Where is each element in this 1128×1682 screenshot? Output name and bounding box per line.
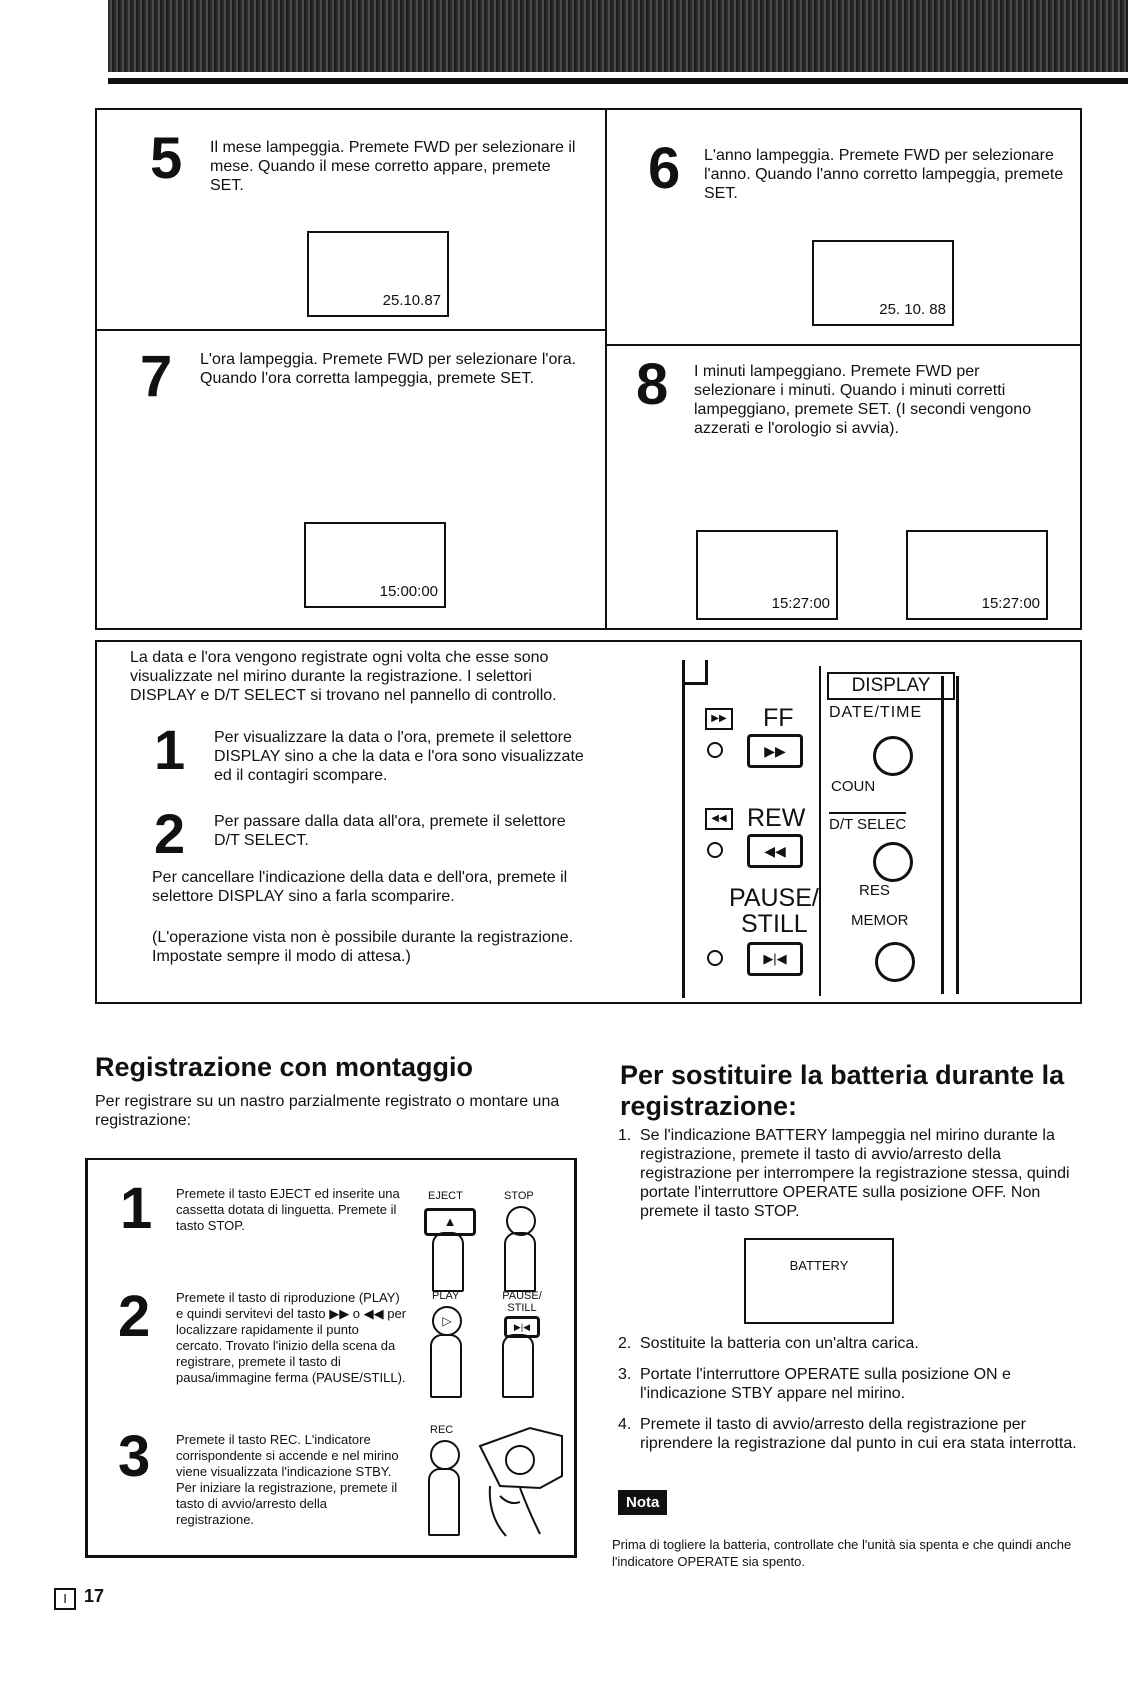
step-6-number: 6 (648, 136, 681, 201)
step-7-text: L'ora lampeggia. Premete FWD per selezionare l'ora. Quando l'ora corretta lampeggia, premete SET. (200, 351, 577, 387)
panel-notch (685, 660, 708, 685)
battery-steps (618, 1126, 1078, 1233)
step-5-text: Il mese lampeggia. Premete FWD per selezionare il mese. Quando il mese corretto appare, premete SET. (210, 139, 576, 194)
steps-divider-v (605, 108, 607, 630)
dtselect-label: D/T SELEC (829, 812, 906, 833)
display-intro: La data e l'ora vengono registrate ogni volta che esse sono visualizzate nel mirino durante la registrazione. I selettori DISPLAY e D/T SELECT si trovano nel pannello di controllo. (130, 649, 557, 704)
display-step-2-text: Per passare dalla data all'ora, premete il selettore D/T SELECT. (214, 813, 566, 849)
edit-step-2-text: Premete il tasto di riproduzione (PLAY) e quindi servitevi del tasto ▶▶ o ◀◀ per localizzare rapidamente il punto cercato. Trovato l'inizio della scena da registrare, premete il tasto di pausa/immagine ferma (PAUSE/STILL). (176, 1290, 407, 1385)
play-label: PLAY (432, 1290, 460, 1302)
nota-badge: Nota (618, 1490, 667, 1515)
step-8-display-final: 15:27:00 (906, 530, 1048, 620)
display-cancel-text: Per cancellare l'indicazione della data e dell'ora, premete il selettore DISPLAY sino a farla scomparire. (152, 869, 568, 905)
battery-display: BATTERY (744, 1238, 894, 1324)
rew-icon: ◀◀ (705, 808, 733, 830)
step-6-display: 25. 10. 88 (812, 240, 954, 326)
edit-step-1-text: Premete il tasto EJECT ed inserite una cassetta dotata di linguetta. Premete il tasto STOP. (176, 1186, 400, 1233)
rec-finger-icon (428, 1468, 460, 1536)
step-5-display: 25.10.87 (307, 231, 449, 317)
language-badge: I (54, 1588, 76, 1610)
header-band (108, 0, 1128, 72)
header-rule (108, 78, 1128, 84)
battery-step-2: 2. Sostituite la batteria con un'altra carica. (618, 1335, 919, 1352)
memory-button[interactable] (875, 942, 915, 982)
rec-label: REC (430, 1424, 454, 1436)
edit-step-3-number: 3 (118, 1424, 151, 1489)
camcorder-hand-icon (470, 1416, 570, 1542)
datetime-label: DATE/TIME (829, 704, 923, 721)
control-panel (682, 660, 975, 998)
page-number: 17 (84, 1586, 105, 1606)
rew-led (707, 842, 723, 858)
dtselect-button[interactable] (873, 842, 913, 882)
eject-finger-icon (432, 1232, 464, 1292)
rew-button[interactable]: ◀◀ (747, 834, 803, 868)
step-8-text: I minuti lampeggiano. Premete FWD per selezionare i minuti. Quando i minuti corretti lampeggiano, premete SET. (I secondi vengono azzerati e l'orologio si avvia). (694, 363, 1032, 437)
still-label: STILL (741, 910, 808, 938)
edit-step-3-text: Premete il tasto REC. L'indicatore corrispondente si accende e nel mirino viene visualizzata l'indicazione STBY. Per iniziare la registrazione, premete il tasto di avvio/arresto della registrazione. (176, 1432, 399, 1527)
display-selector-button[interactable] (873, 736, 913, 776)
pause-label: PAUSE/ (729, 884, 819, 912)
rec-button[interactable] (430, 1440, 460, 1470)
edit-pause-button[interactable]: ▶|◀ (504, 1316, 540, 1338)
step-5-number: 5 (150, 126, 183, 191)
pause-led (707, 950, 723, 966)
steps-divider-h-right (605, 344, 1082, 346)
editing-intro: Per registrare su un nastro parzialmente registrato o montare una registrazione: (95, 1093, 560, 1129)
display-step-1-number: 1 (154, 718, 186, 781)
display-step-2-number: 2 (154, 802, 186, 865)
step-6-text: L'anno lampeggia. Premete FWD per selezionare l'anno. Quando l'anno corretto lampeggia, premete SET. (704, 147, 1064, 202)
pause-still-button[interactable]: ▶|◀ (747, 942, 803, 976)
eject-label: EJECT (428, 1190, 463, 1202)
battery-title: Per sostituire la batteria durante la registrazione: (620, 1060, 1065, 1121)
ff-label: FF (763, 704, 794, 732)
pause-finger-icon (502, 1334, 534, 1398)
stop-finger-icon (504, 1232, 536, 1292)
edit-step-1-number: 1 (120, 1176, 153, 1241)
battery-step-3: 3. Portate l'interruttore OPERATE sulla posizione ON e l'indicazione STBY appare nel mirino. (618, 1366, 1011, 1402)
battery-step-1: 1. Se l'indicazione BATTERY lampeggia nel mirino durante la registrazione, premete il tasto di avvio/arresto della registrazione per interrompere la registrazione stessa, quindi portate l'interruttore OPERATE sulla posizione OFF. Non premete il tasto STOP. (618, 1127, 1070, 1220)
ff-led (707, 742, 723, 758)
battery-step-4: 4. Premete il tasto di avvio/arresto della registrazione per riprendere la registrazione dal punto in cui era stata interrotta. (618, 1416, 1077, 1452)
step-7-number: 7 (140, 344, 173, 409)
stop-label: STOP (504, 1190, 534, 1202)
edit-step-2-number: 2 (118, 1284, 151, 1349)
display-step-1-text: Per visualizzare la data o l'ora, premete il selettore DISPLAY sino a che la data e l'ora sono visualizzate ed il contagiri scompare. (214, 729, 584, 784)
battery-steps-rest (618, 1334, 1078, 1465)
display-selector-label: DISPLAY (827, 672, 955, 700)
play-finger-icon (430, 1334, 462, 1398)
ff-icon: ▶▶ (705, 708, 733, 730)
step-7-display: 15:00:00 (304, 522, 446, 608)
steps-divider-h-left (95, 329, 605, 331)
count-label: COUN (831, 778, 876, 795)
step-8-display: 15:27:00 (696, 530, 838, 620)
display-note-text: (L'operazione vista non è possibile durante la registrazione. Impostate sempre il modo di attesa.) (152, 929, 574, 965)
rew-label: REW (747, 804, 806, 832)
reset-label: RES (859, 882, 890, 899)
eject-button[interactable]: ▲ (424, 1208, 476, 1236)
play-button[interactable]: ▷ (432, 1306, 462, 1336)
nota-text: Prima di togliere la batteria, controllate che l'unità sia spenta e che quindi anche l'indicatore OPERATE sia spento. (612, 1537, 1072, 1569)
pause-still-label: PAUSE/ STILL (502, 1290, 542, 1314)
memory-label: MEMOR (851, 912, 909, 929)
step-8-number: 8 (636, 352, 669, 417)
selector-column (819, 666, 967, 996)
editing-title: Registrazione con montaggio (95, 1052, 474, 1082)
panel-edge (941, 676, 959, 994)
ff-button[interactable]: ▶▶ (747, 734, 803, 768)
